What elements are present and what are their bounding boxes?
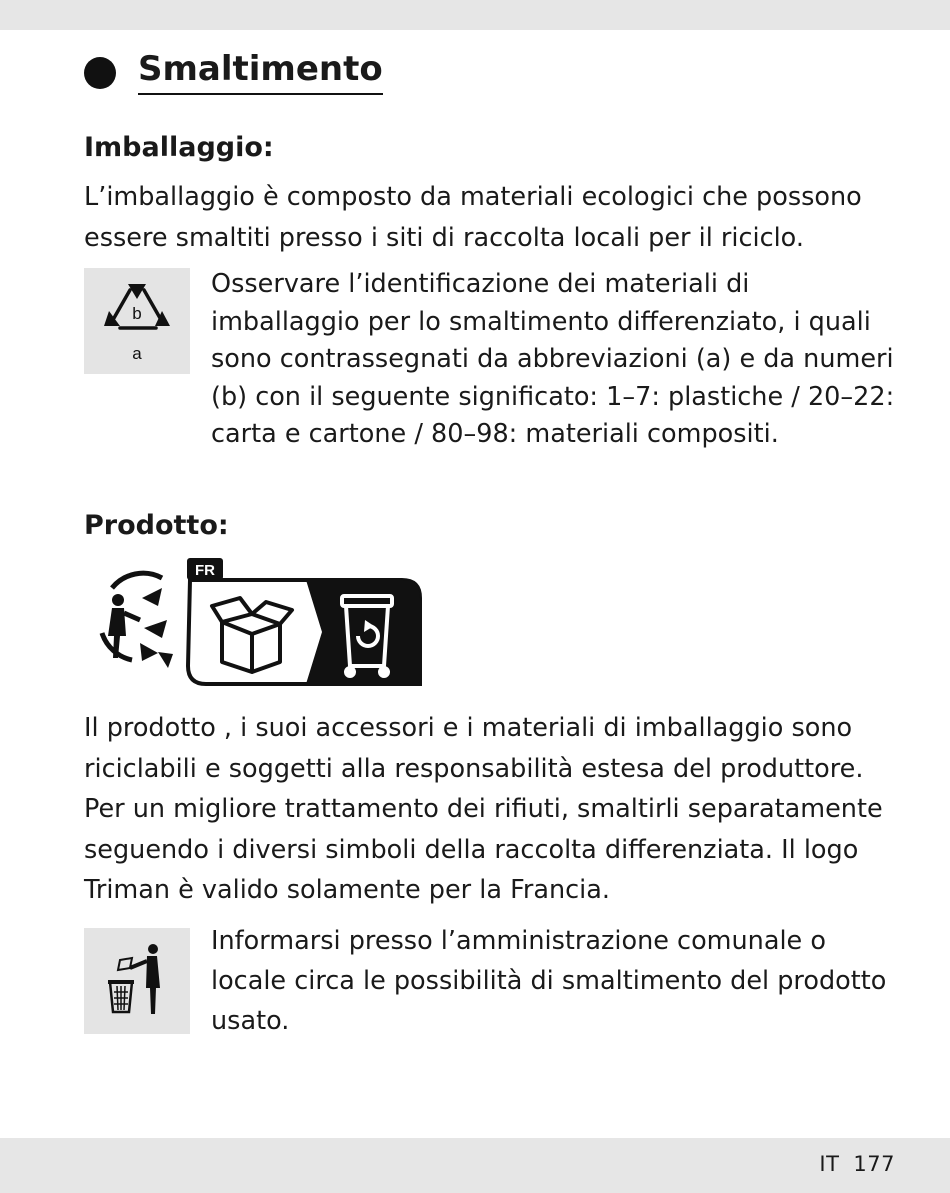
icon-label-a: a — [132, 344, 142, 363]
top-band — [0, 0, 950, 30]
litter-bin-person-icon — [84, 928, 190, 1034]
icon-label-b: b — [132, 304, 142, 323]
triman-logo-icon — [82, 558, 427, 690]
page-title: Smaltimento — [138, 50, 383, 95]
fr-badge: FR — [195, 562, 215, 579]
packaging-heading: Imballaggio: — [84, 132, 274, 163]
language-code: IT — [819, 1152, 840, 1176]
bullet-icon — [84, 57, 116, 89]
packaging-note: Osservare l’identificazione dei materiali di imballaggio per lo smaltimento differenziato, i quali sono contrassegnati da abbreviazioni (a) e da numeri (b) con il seguente significato: 1–7: plastiche / 20–22: carta e cartone / 80–98: materiali compositi. — [211, 269, 895, 449]
page-footer — [819, 1152, 895, 1176]
product-description: Il prodotto , i suoi accessori e i materiali di imballaggio sono riciclabili e soggetti alla responsabilità estesa del produttore. Per un migliore trattamento dei rifiuti, smaltirli separatamente seguendo i diversi simboli della raccolta differenziata. Il logo Triman è valido solamente per la Francia. — [84, 713, 883, 905]
packaging-intro: L’imballaggio è composto da materiali ecologici che possono essere smaltiti presso i siti di raccolta locali per il riciclo. — [84, 182, 862, 253]
product-heading: Prodotto: — [84, 510, 229, 541]
recycling-code-icon — [84, 268, 190, 374]
page-number: 177 — [853, 1152, 895, 1176]
recycle-triangle-icon — [84, 268, 190, 374]
footer-band — [0, 1138, 950, 1193]
disposal-info-icon — [84, 928, 190, 1034]
triman-person-icon — [102, 573, 173, 668]
disposal-note: Informarsi presso l’amministrazione comunale o locale circa le possibilità di smaltimento del prodotto usato. — [211, 926, 887, 1036]
section-title — [84, 50, 383, 95]
